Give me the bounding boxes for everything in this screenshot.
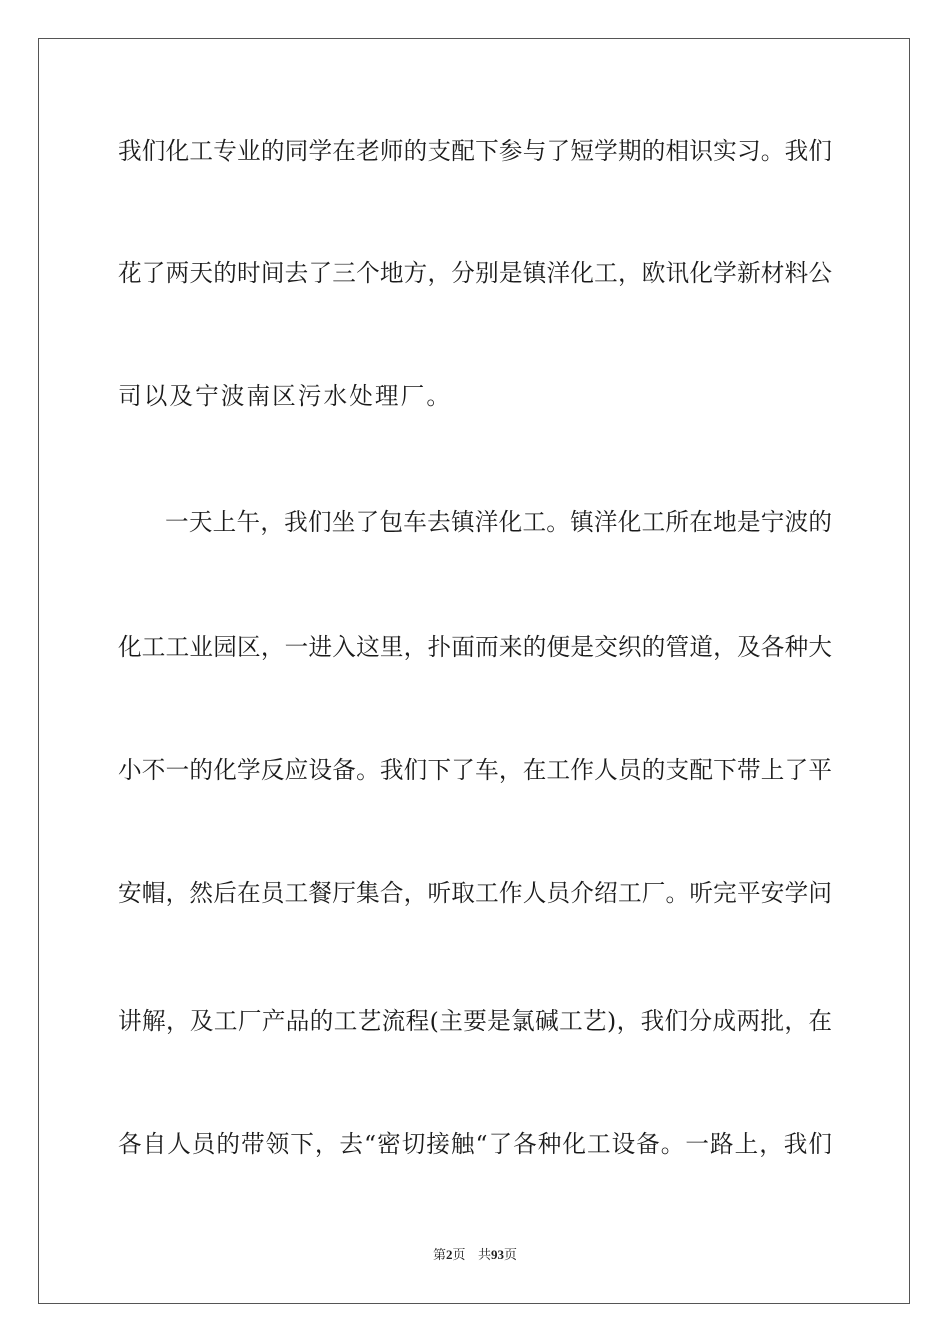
page-label-suffix: 页 (452, 1248, 466, 1263)
text-line: 化工工业园区，一进入这里，扑面而来的便是交织的管道，及各种大 (118, 633, 832, 661)
text-line: 安帽，然后在员工餐厅集合，听取工作人员介绍工厂。听完平安学问 (118, 879, 832, 907)
text-line: 各自人员的带领下，去“密切接触“了各种化工设备。一路上，我们 (118, 1130, 832, 1158)
text-line: 讲解，及工厂产品的工艺流程(主要是氯碱工艺)，我们分成两批，在 (118, 1007, 832, 1035)
text-line: 小不一的化学反应设备。我们下了车，在工作人员的支配下带上了平 (118, 756, 832, 784)
text-line: 司以及宁波南区污水处理厂。 (118, 382, 453, 410)
text-line: 花了两天的时间去了三个地方，分别是镇洋化工，欧讯化学新材料公 (118, 259, 832, 287)
page-border (38, 38, 910, 1304)
page-footer (0, 1246, 950, 1265)
total-pages: 93 (490, 1247, 504, 1262)
page-label-prefix: 第 (433, 1248, 447, 1263)
text-line-indented: 一天上午，我们坐了包车去镇洋化工。镇洋化工所在地是宁波的 (165, 508, 832, 536)
total-label-suffix: 页 (503, 1248, 517, 1263)
page-number: 2 (446, 1247, 453, 1262)
total-label-prefix: 共 (477, 1248, 491, 1263)
text-line: 我们化工专业的同学在老师的支配下参与了短学期的相识实习。我们 (118, 137, 832, 165)
